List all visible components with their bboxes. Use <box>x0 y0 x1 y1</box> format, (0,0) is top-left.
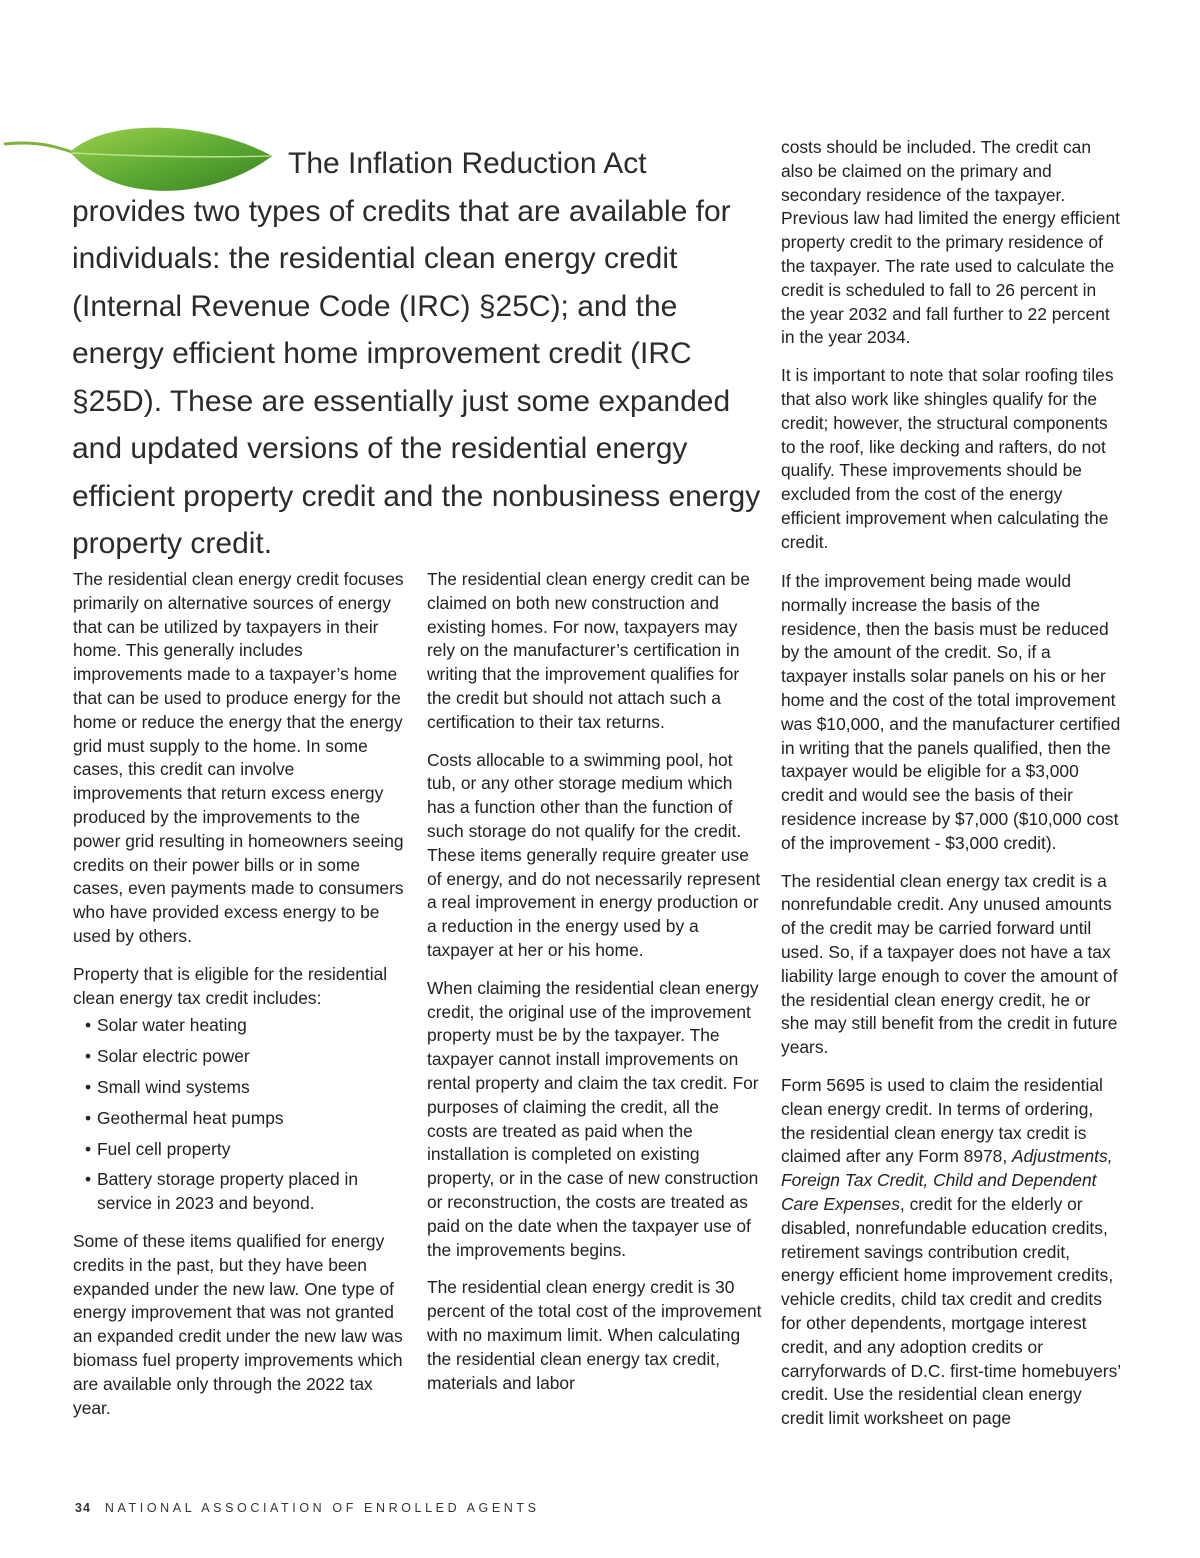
paragraph: The residential clean energy credit can be claimed on both new construction and existing homes. For now, taxpayers may rely on the manufacturer’s certification in writing that the improvement qualifies for the credit but should not attach such a certification to their tax returns. <box>427 569 750 732</box>
paragraph: If the improvement being made would normally increase the basis of the residence, then the basis must be reduced by the amount of the credit. So, if a taxpayer installs solar panels on his or her home and the cost of the total improvement was $10,000, and the manufacturer certified in writing that the panels qualified, then the taxpayer would be eligible for a $3,000 credit and would see the basis of their residence increase by $7,000 ($10,000 cost of the improvement - $3,000 credit). <box>781 571 1121 853</box>
list-item: • Solar water heating <box>85 1015 247 1036</box>
paragraph: costs should be included. The credit can also be claimed on the primary and secondary residence of the taxpayer. Previous law had limited the energy efficient property credit to the primary residence of the taxpayer. The rate used to calculate the credit is scheduled to fall to 26 percent in the year 2032 and fall further to 22 percent in the year 2034. <box>781 137 1120 348</box>
column-right-bottom <box>781 570 1121 1445</box>
paragraph: Property that is eligible for the residential clean energy tax credit includes: <box>73 963 388 1008</box>
paragraph <box>781 1074 1121 1431</box>
paragraph: The residential clean energy credit is 30 percent of the total cost of the improvement with no maximum limit. When calculating the residential clean energy tax credit, materials and labor <box>427 1277 762 1393</box>
paragraph: The residential clean energy tax credit is a nonrefundable credit. Any unused amounts of the credit may be carried forward until used. So, if a taxpayer does not have a tax liability large enough to cover the amount of the residential clean energy credit, he or she may still benefit from the credit in future years. <box>781 870 1118 1058</box>
list-item: • Geothermal heat pumps <box>85 1107 284 1128</box>
text-run: , credit for the elderly or disabled, nonrefundable education credits, retirement savings contribution credit, energy efficient home improvement credits, vehicle credits, child tax credit and credits for other dependents, mortgage interest credit, and any adoption credits or carryforwards of D.C. first-time homebuyers’ credit. Use the residential clean energy credit limit worksheet on page <box>781 1193 1121 1429</box>
paragraph: When claiming the residential clean energy credit, the original use of the improvement property must be by the taxpayer. The taxpayer cannot install improvements on rental property and claim the tax credit. For purposes of claiming the credit, all the costs are treated as paid when the installation is completed on existing property, or in the case of new construction or reconstruction, the costs are treated as paid on the date when the taxpayer use of the improvements begins. <box>427 977 759 1260</box>
paragraph: The residential clean energy credit focuses primarily on alternative sources of energy that can be utilized by taxpayers in their home. This generally includes improvements made to a taxpayer’s home that can be used to produce energy for the home or reduce the energy that the energy grid must supply to the home. In some cases, this credit can involve improvements that return excess energy produced by the improvements to the power grid resulting in homeowners seeing credits on their power bills or in some cases, even payments made to consumers who have provided excess energy to be used by others. <box>73 569 404 946</box>
intro-paragraph: The Inflation Reduction Act provides two types of credits that are available for individuals: the residential clean energy credit (Internal Revenue Code (IRC) §25C); and the energy efficient home improvement credit (IRC §25D). These are essentially just some expanded and updated versions of the residential energy efficient property credit and the nonbusiness energy property credit. <box>72 147 761 560</box>
page-number: 34 <box>75 1501 91 1515</box>
publication-name: NATIONAL ASSOCIATION OF ENROLLED AGENTS <box>104 1501 540 1515</box>
list-item: • Battery storage property placed in service in 2023 and beyond. <box>85 1169 359 1214</box>
list-item: • Fuel cell property <box>85 1138 231 1159</box>
list-item: • Small wind systems <box>85 1076 250 1097</box>
column-right-top <box>781 136 1121 569</box>
paragraph: It is important to note that solar roofing tiles that also work like shingles qualify for the credit; however, the structural components to the roof, like decking and rafters, do not qualify. These improvements should be excluded from the cost of the energy efficient improvement when calculating the credit. <box>781 365 1114 552</box>
form-title-italic: Adjustments, Foreign Tax Credit, Child and Dependent Care Expenses <box>781 1146 1113 1214</box>
column-middle <box>427 568 762 1409</box>
list-item: • Solar electric power <box>85 1046 250 1067</box>
paragraph: Costs allocable to a swimming pool, hot tub, or any other storage medium which has a function other than the function of such storage do not qualify for the credit. These items generally require greater use of energy, and do not necessarily represent a real improvement in energy production or a reduction in the energy used by a taxpayer at her or his home. <box>427 749 761 960</box>
page-footer <box>75 1501 540 1515</box>
column-left <box>73 568 408 1434</box>
eligible-property-list <box>73 1014 408 1216</box>
paragraph: Some of these items qualified for energy credits in the past, but they have been expanded under the new law. One type of energy improvement that was not granted an expanded credit under the new law was biomass fuel property improvements which are available only through the 2022 tax year. <box>73 1230 403 1418</box>
text-run: Form 5695 is used to claim the residential clean energy credit. In terms of ordering, the residential clean energy tax credit is claimed after any Form 8978, <box>781 1074 1103 1167</box>
